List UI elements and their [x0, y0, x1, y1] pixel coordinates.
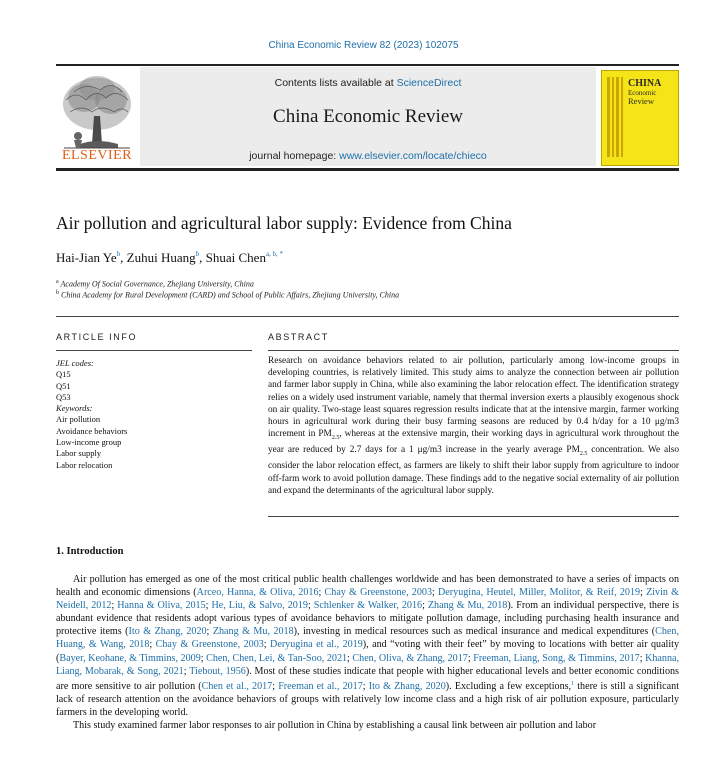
- body-text: ), and “voting with their feet” by moving to locations with better air quality (: [56, 639, 680, 664]
- cover-line-3: Review: [628, 96, 654, 106]
- body-text: ;: [639, 652, 646, 664]
- keyword: Avoidance behaviors: [56, 425, 128, 436]
- author-affiliation-marker[interactable]: b: [195, 250, 200, 258]
- article-info-rule: [56, 350, 252, 351]
- cover-line-2: Economic: [628, 89, 657, 97]
- article-title: Air pollution and agricultural labor supply: Evidence from China: [56, 213, 512, 233]
- author-name[interactable]: Zuhui Huang: [126, 250, 196, 265]
- citation-link[interactable]: Tiebout, 1956: [189, 665, 246, 677]
- footnote-marker[interactable]: 1: [571, 680, 575, 687]
- jel-label: JEL codes:: [56, 358, 94, 368]
- citation-link[interactable]: Chen, Huang, & Wang, 2018: [56, 626, 679, 651]
- body-text: ), investing in medical resources such as medical insurance and medical expenditures (: [293, 626, 656, 638]
- citation-link[interactable]: Chay & Greenstone, 2003: [324, 587, 432, 599]
- body-text: ;: [263, 639, 271, 651]
- citation-link[interactable]: Deryugina et al., 2019: [270, 639, 363, 651]
- author-name[interactable]: Hai-Jian Ye: [56, 250, 117, 265]
- citation-link[interactable]: Deryugina, Heutel, Miller, Molitor, & Reif, 2019: [438, 587, 641, 599]
- keyword: Air pollution: [56, 414, 101, 425]
- body-text: ;: [183, 665, 190, 677]
- journal-citation[interactable]: China Economic Review 82 (2023) 102075: [268, 40, 459, 51]
- body-text: ;: [272, 680, 279, 692]
- citation-link[interactable]: Chen, Oliva, & Zhang, 2017: [352, 652, 468, 664]
- citation-link[interactable]: Zhang & Mu, 2018: [427, 600, 508, 612]
- header-top-rule: [56, 64, 679, 66]
- citation-link[interactable]: Ito & Zhang, 2020: [128, 626, 207, 638]
- author-list: Hai-Jian Ye$^b$, Zuhui Huang$^b$, Shuai Chen$^{a, b, *}$: [56, 250, 284, 265]
- body-text: ;: [307, 600, 314, 612]
- citation-link[interactable]: He, Liu, & Salvo, 2019: [211, 600, 308, 612]
- body-text: ). From an individual perspective, there is abundant evidence that residents adopt various types of avoidance behaviors to mitigate pollution damage, including purchasing health insurance and protective items (: [56, 600, 680, 638]
- affiliation-text: Academy Of Social Governance, Zhejiang University, China: [60, 279, 254, 289]
- body-text: ;: [206, 626, 213, 638]
- body-text: ). Most of these studies indicate that people with higher educational levels and better economic conditions are more sensitive to air pollution (: [56, 665, 679, 692]
- citation-link[interactable]: Freeman et al., 2017: [278, 680, 363, 692]
- citation-link[interactable]: Chen, Chen, Lei, & Tan-Soo, 2021: [206, 652, 348, 664]
- journal-name: China Economic Review: [273, 106, 463, 127]
- citation-link[interactable]: Zhang & Mu, 2018: [212, 626, 294, 638]
- abstract-part: concentration. We also consider the labor relocation effect, as farmers are likely to shift their labor supply from agriculture to indoor off-farm work to avoid pollution damage. These findings add to the negative social externality of air pollution and expand the determinants of the agricultural labor supply.: [268, 445, 680, 496]
- pm-subscript: 2.5: [579, 451, 588, 458]
- paragraph: [56, 573, 679, 719]
- citation-link[interactable]: Ito & Zhang, 2020: [368, 680, 446, 692]
- affiliation-marker: b: [56, 290, 59, 296]
- body-text: ;: [432, 587, 439, 599]
- body-text: ;: [347, 652, 353, 664]
- citation-link[interactable]: Schlenker & Walker, 2016: [313, 600, 423, 612]
- cover-line-1: CHINA: [628, 78, 662, 89]
- citation-link[interactable]: Arceo, Hanna, & Oliva, 2016: [196, 587, 319, 599]
- article-info-list: [56, 358, 127, 471]
- journal-cover-thumbnail[interactable]: [601, 70, 679, 166]
- affiliation-marker: a: [56, 279, 59, 285]
- jel-code: Q15: [56, 369, 71, 380]
- homepage-link[interactable]: www.elsevier.com/locate/chieco: [339, 150, 487, 162]
- abstract-text: [268, 355, 679, 497]
- abstract-part: Research on avoidance behaviors related to air pollution, particularly among low-income groups in developing countries, is relatively limited. This study aims to analyze the connection between air pollution and farmer labor supply in China, while also examining the labor relocation effect. The identification strategy relies on a widely used instrument variable, namely that thermal inversion exerts a plausibly exogenous shock on air quality. Two-stage least squares regression results indicate that at the intensive margin, farmer working hours in agricultural work during their busy farming seasons are reduced by 0.4 h/day for a 10 μg/m3 increment in PM: [268, 356, 679, 440]
- citation-link[interactable]: Zivin & Neidell, 2012: [56, 587, 680, 612]
- author-name[interactable]: Shuai Chen: [205, 250, 266, 265]
- keyword: Labor relocation: [56, 459, 113, 470]
- body-text: ;: [422, 600, 428, 612]
- citation-link[interactable]: Bayer, Keohane, & Timmins, 2009: [59, 652, 201, 664]
- body-text: ;: [467, 652, 474, 664]
- affiliation-text: China Academy for Rural Development (CARD) and School of Public Affairs, Zhejiang University, China: [61, 290, 400, 300]
- body-text: ;: [318, 587, 325, 599]
- jel-code: Q53: [56, 391, 71, 402]
- body-text: ;: [149, 639, 156, 651]
- keyword: Low-income group: [56, 437, 122, 448]
- elsevier-wordmark[interactable]: ELSEVIER: [61, 148, 133, 163]
- contents-prefix: Contents lists available at: [274, 77, 397, 89]
- homepage-prefix: journal homepage:: [249, 150, 340, 162]
- keywords-label: Keywords:: [56, 403, 93, 414]
- abstract-top-rule: [268, 350, 679, 351]
- pm-subscript: 2.5: [331, 435, 340, 442]
- citation-link[interactable]: Chay & Greenstone, 2003: [155, 639, 264, 651]
- citation-link[interactable]: Khanna, Liang, Mobarak, & Song, 2021: [56, 652, 680, 677]
- homepage-line: [140, 150, 596, 162]
- body-text: ;: [205, 600, 212, 612]
- citation-link[interactable]: Hanna & Oliva, 2015: [117, 600, 206, 612]
- abstract-bottom-rule: [268, 516, 679, 517]
- body-text: ;: [111, 600, 118, 612]
- abstract-part: , whereas at the extensive margin, their working days in agricultural work throughout the year are reduced by 2.7 days for a 1 μg/m3 increase in the yearly average PM: [268, 429, 679, 456]
- body-text: ;: [200, 652, 207, 664]
- affiliation-rule: [56, 316, 679, 317]
- body-text: ;: [640, 587, 647, 599]
- body-text: Air pollution has emerged as one of the most critical public health challenges worldwide and has been demonstrated to have a series of impacts on health and economic dimensions (: [56, 574, 679, 599]
- author-affiliation-marker[interactable]: a, b, *: [265, 250, 284, 258]
- paragraph: This study examined farmer labor responses to air pollution in China by establishing a causal link between air pollution and labor: [73, 720, 597, 732]
- body-text: there is still a significant lack of research attention on the avoidance behaviors of groups with relatively low income class and a high risk of air pollution exposure, particularly farmers in the developing world.: [56, 680, 679, 718]
- article-info-label: ARTICLE INFO: [56, 332, 138, 342]
- contents-line: [140, 77, 596, 89]
- citation-link[interactable]: Freeman, Liang, Song, & Timmins, 2017: [473, 652, 640, 664]
- body-text: ;: [362, 680, 369, 692]
- cover-title: [628, 79, 676, 106]
- section-heading: 1. Introduction: [56, 546, 124, 557]
- abstract-label: ABSTRACT: [268, 332, 329, 342]
- author-affiliation-marker[interactable]: b: [116, 250, 121, 258]
- cover-pattern: [607, 77, 625, 157]
- header-bottom-rule: [56, 168, 679, 171]
- introduction-body: [56, 573, 679, 732]
- keyword: Labor supply: [56, 448, 102, 459]
- affiliation: [56, 279, 254, 289]
- sciencedirect-link[interactable]: ScienceDirect: [396, 77, 462, 89]
- body-text: ). Excluding a few exceptions,: [445, 680, 572, 692]
- affiliation: [56, 290, 399, 300]
- jel-code: Q51: [56, 380, 71, 391]
- journal-header-box: [140, 67, 596, 166]
- citation-link[interactable]: Chen et al., 2017: [201, 680, 273, 692]
